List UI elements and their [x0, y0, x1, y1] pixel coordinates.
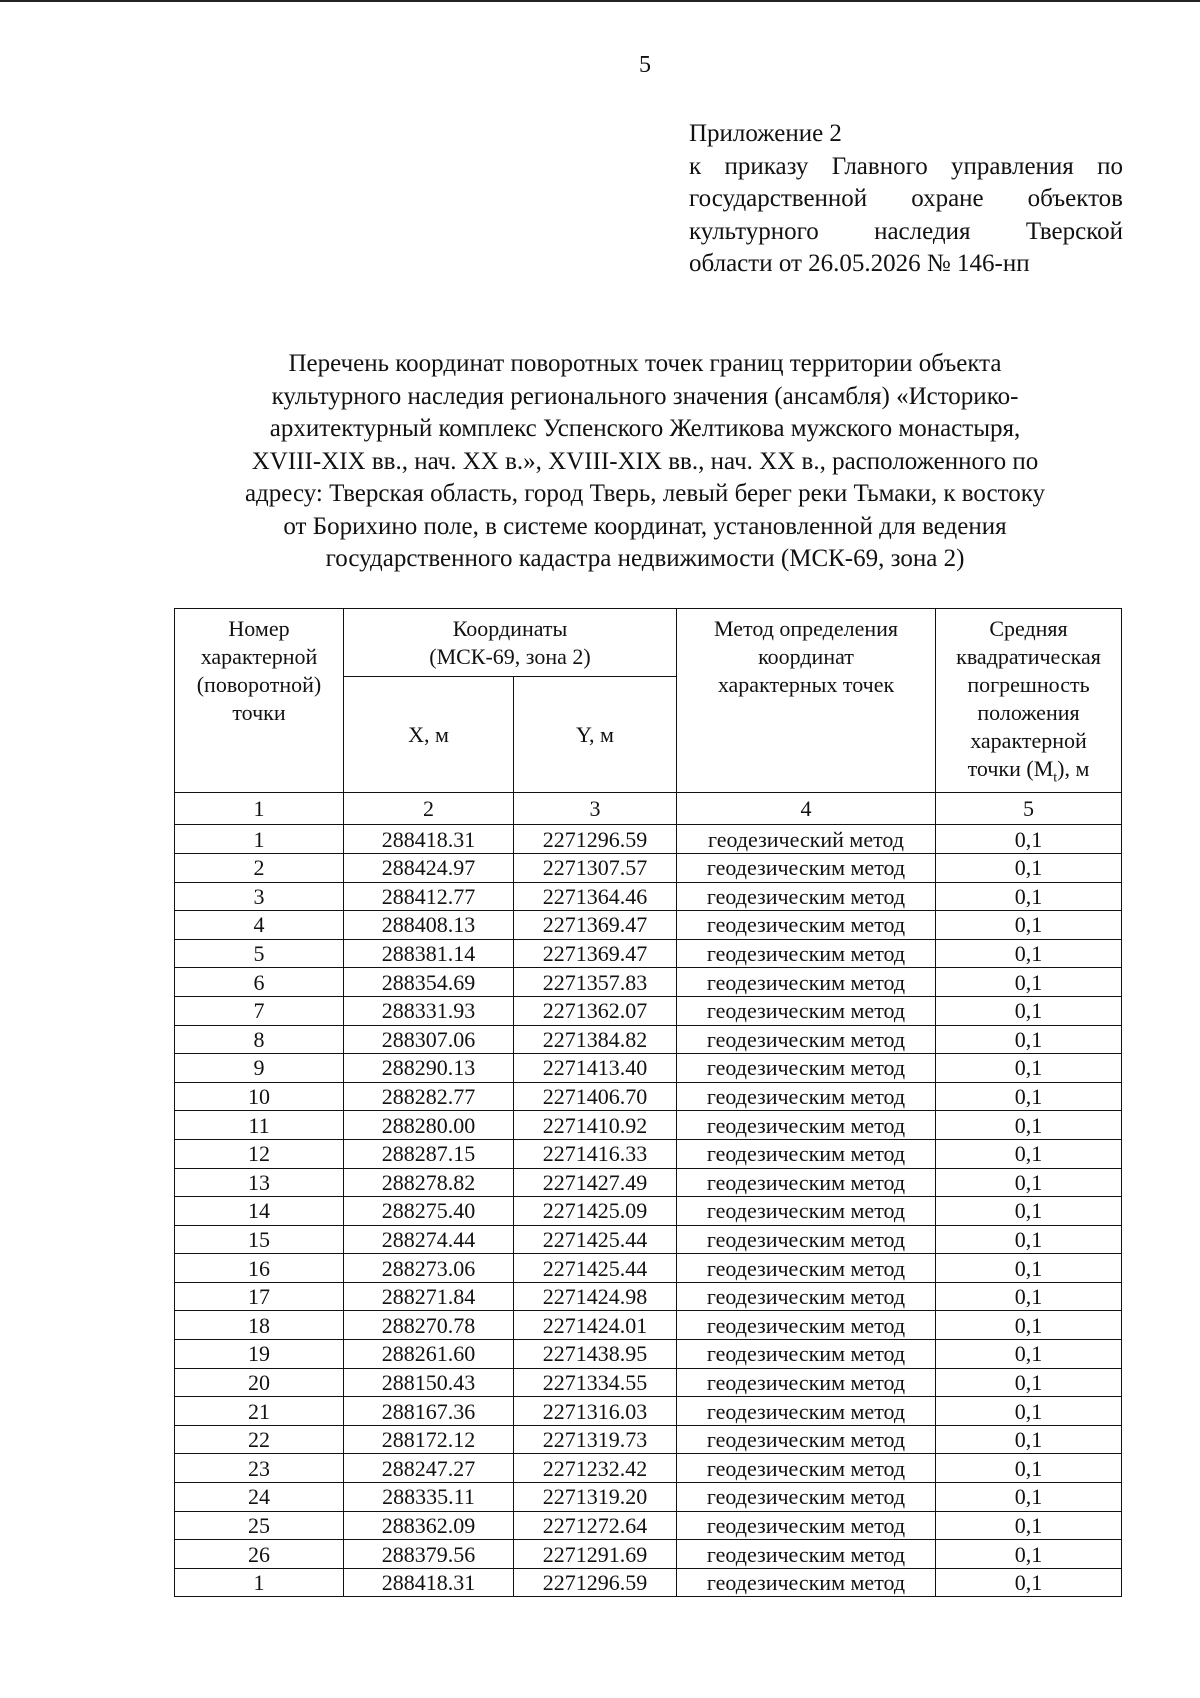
table-row	[175, 1397, 1122, 1426]
error-cell: 0,1	[936, 825, 1122, 854]
x-coordinate-cell: 288247.27	[344, 1454, 514, 1483]
table-row	[175, 1168, 1122, 1197]
table-row	[175, 1483, 1122, 1512]
method-cell: геодезическим метод	[677, 1568, 936, 1597]
error-cell: 0,1	[936, 996, 1122, 1025]
top-border-line	[0, 0, 1200, 2]
y-coordinate-cell: 2271364.46	[514, 882, 677, 911]
x-coordinate-cell: 288270.78	[344, 1311, 514, 1340]
appendix-line: Приложение 2	[689, 120, 842, 147]
y-coordinate-cell: 2271384.82	[514, 1025, 677, 1054]
y-coordinate-cell: 2271307.57	[514, 853, 677, 882]
method-cell: геодезическим метод	[677, 1254, 936, 1283]
error-cell: 0,1	[936, 1282, 1122, 1311]
x-coordinate-cell: 288412.77	[344, 882, 514, 911]
table-row	[175, 1197, 1122, 1226]
title-line: государственного кадастра недвижимости (МСК-69, зона 2)	[325, 545, 965, 572]
x-coordinate-cell: 288274.44	[344, 1225, 514, 1254]
header-error: Средняя квадратическая погрешность положения характерной точки $(M_t)$, м	[936, 609, 1122, 793]
error-cell: 0,1	[936, 1340, 1122, 1369]
table-row	[175, 911, 1122, 940]
method-cell: геодезическим метод	[677, 1397, 936, 1426]
error-cell: 0,1	[936, 1025, 1122, 1054]
y-coordinate-cell: 2271319.20	[514, 1483, 677, 1512]
page-number: 5	[639, 52, 651, 78]
title-line: архитектурный комплекс Успенского Желтикова мужского монастыря,	[269, 415, 1021, 442]
x-coordinate-cell: 288379.56	[344, 1540, 514, 1569]
appendix-line: к приказу Главного управления по	[689, 152, 1123, 180]
error-cell: 0,1	[936, 1511, 1122, 1540]
method-cell: геодезическим метод	[677, 1168, 936, 1197]
y-coordinate-cell: 2271413.40	[514, 1054, 677, 1083]
table-row	[175, 1054, 1122, 1083]
method-cell: геодезическим метод	[677, 996, 936, 1025]
table-row	[175, 1340, 1122, 1369]
point-number-cell: 21	[175, 1397, 344, 1426]
table-row	[175, 1139, 1122, 1168]
x-coordinate-cell: 288167.36	[344, 1397, 514, 1426]
method-cell: геодезическим метод	[677, 1139, 936, 1168]
error-cell: 0,1	[936, 1225, 1122, 1254]
header-method: Метод определения координат характерных точек	[677, 609, 936, 793]
point-number-cell: 1	[175, 825, 344, 854]
point-number-cell: 6	[175, 968, 344, 997]
column-number: 5	[936, 793, 1122, 825]
error-cell: 0,1	[936, 1111, 1122, 1140]
y-coordinate-cell: 2271410.92	[514, 1111, 677, 1140]
method-cell: геодезическим метод	[677, 939, 936, 968]
error-cell: 0,1	[936, 1311, 1122, 1340]
method-cell: геодезическим метод	[677, 1454, 936, 1483]
y-coordinate-cell: 2271427.49	[514, 1168, 677, 1197]
error-cell: 0,1	[936, 968, 1122, 997]
method-cell: геодезическим метод	[677, 1425, 936, 1454]
column-number-row	[175, 793, 1122, 825]
method-cell: геодезическим метод	[677, 1054, 936, 1083]
y-coordinate-cell: 2271369.47	[514, 911, 677, 940]
table-row	[175, 1225, 1122, 1254]
appendix-line: государственной охране объектов	[689, 185, 1123, 212]
document-title	[170, 348, 1120, 576]
table-row	[175, 1082, 1122, 1111]
error-cell: 0,1	[936, 1197, 1122, 1226]
error-cell: 0,1	[936, 1425, 1122, 1454]
x-coordinate-cell: 288273.06	[344, 1254, 514, 1283]
point-number-cell: 1	[175, 1568, 344, 1597]
error-cell: 0,1	[936, 1168, 1122, 1197]
error-cell: 0,1	[936, 911, 1122, 940]
point-number-cell: 2	[175, 853, 344, 882]
column-number: 2	[344, 793, 514, 825]
point-number-cell: 5	[175, 939, 344, 968]
appendix-line: культурного наследия Тверской	[689, 217, 1123, 245]
table-row	[175, 1368, 1122, 1397]
y-coordinate-cell: 2271425.09	[514, 1197, 677, 1226]
y-coordinate-cell: 2271438.95	[514, 1340, 677, 1369]
error-cell: 0,1	[936, 1368, 1122, 1397]
error-cell: 0,1	[936, 853, 1122, 882]
error-cell: 0,1	[936, 1483, 1122, 1512]
x-coordinate-cell: 288307.06	[344, 1025, 514, 1054]
table-row	[175, 1568, 1122, 1597]
x-coordinate-cell: 288354.69	[344, 968, 514, 997]
y-coordinate-cell: 2271425.44	[514, 1254, 677, 1283]
table-row	[175, 1025, 1122, 1054]
table-row	[175, 853, 1122, 882]
point-number-cell: 11	[175, 1111, 344, 1140]
error-cell: 0,1	[936, 1568, 1122, 1597]
point-number-cell: 19	[175, 1340, 344, 1369]
x-coordinate-cell: 288408.13	[344, 911, 514, 940]
y-coordinate-cell: 2271362.07	[514, 996, 677, 1025]
point-number-cell: 4	[175, 911, 344, 940]
error-cell: 0,1	[936, 939, 1122, 968]
point-number-cell: 20	[175, 1368, 344, 1397]
method-cell: геодезическим метод	[677, 1340, 936, 1369]
point-number-cell: 17	[175, 1282, 344, 1311]
x-coordinate-cell: 288150.43	[344, 1368, 514, 1397]
coordinates-table	[174, 608, 1122, 1597]
error-cell: 0,1	[936, 1397, 1122, 1426]
y-coordinate-cell: 2271416.33	[514, 1139, 677, 1168]
table-row	[175, 1254, 1122, 1283]
column-number: 1	[175, 793, 344, 825]
error-cell: 0,1	[936, 1082, 1122, 1111]
method-cell: геодезическим метод	[677, 1282, 936, 1311]
y-coordinate-cell: 2271425.44	[514, 1225, 677, 1254]
table-row	[175, 1511, 1122, 1540]
method-cell: геодезическим метод	[677, 1082, 936, 1111]
point-number-cell: 25	[175, 1511, 344, 1540]
x-coordinate-cell: 288418.31	[344, 1568, 514, 1597]
table-row	[175, 1311, 1122, 1340]
table-row	[175, 968, 1122, 997]
point-number-cell: 9	[175, 1054, 344, 1083]
x-coordinate-cell: 288331.93	[344, 996, 514, 1025]
point-number-cell: 13	[175, 1168, 344, 1197]
table-row	[175, 1282, 1122, 1311]
x-coordinate-cell: 288280.00	[344, 1111, 514, 1140]
error-cell: 0,1	[936, 1054, 1122, 1083]
error-cell: 0,1	[936, 1454, 1122, 1483]
method-cell: геодезическим метод	[677, 1540, 936, 1569]
table-row	[175, 882, 1122, 911]
title-line: от Борихино поле, в системе координат, установленной для ведения	[283, 512, 1007, 540]
column-number: 3	[514, 793, 677, 825]
table-row	[175, 1540, 1122, 1569]
point-number-cell: 22	[175, 1425, 344, 1454]
column-number: 4	[677, 793, 936, 825]
title-line: адресу: Тверская область, город Тверь, левый берег реки Тьмаки, к востоку	[244, 480, 1046, 507]
method-cell: геодезическим метод	[677, 853, 936, 882]
table-row	[175, 939, 1122, 968]
error-cell: 0,1	[936, 1254, 1122, 1283]
x-coordinate-cell: 288271.84	[344, 1282, 514, 1311]
x-coordinate-cell: 288290.13	[344, 1054, 514, 1083]
method-cell: геодезическим метод	[677, 968, 936, 997]
table-row	[175, 996, 1122, 1025]
method-cell: геодезическим метод	[677, 911, 936, 940]
x-coordinate-cell: 288282.77	[344, 1082, 514, 1111]
y-coordinate-cell: 2271291.69	[514, 1540, 677, 1569]
y-coordinate-cell: 2271357.83	[514, 968, 677, 997]
error-cell: 0,1	[936, 1540, 1122, 1569]
point-number-cell: 26	[175, 1540, 344, 1569]
y-coordinate-cell: 2271369.47	[514, 939, 677, 968]
table-row	[175, 1425, 1122, 1454]
header-y: Y, м	[514, 676, 677, 792]
point-number-cell: 15	[175, 1225, 344, 1254]
method-cell: геодезическим метод	[677, 1483, 936, 1512]
method-cell: геодезическим метод	[677, 882, 936, 911]
x-coordinate-cell: 288418.31	[344, 825, 514, 854]
x-coordinate-cell: 288381.14	[344, 939, 514, 968]
appendix-header	[689, 118, 1123, 281]
method-cell: геодезическим метод	[677, 1225, 936, 1254]
table-row	[175, 825, 1122, 854]
error-cell: 0,1	[936, 1139, 1122, 1168]
y-coordinate-cell: 2271272.64	[514, 1511, 677, 1540]
y-coordinate-cell: 2271232.42	[514, 1454, 677, 1483]
x-coordinate-cell: 288424.97	[344, 853, 514, 882]
title-line: культурного наследия регионального значения (ансамбля) «Историко-	[271, 382, 1019, 410]
method-cell: геодезическим метод	[677, 1368, 936, 1397]
point-number-cell: 16	[175, 1254, 344, 1283]
table-row	[175, 1111, 1122, 1140]
point-number-cell: 10	[175, 1082, 344, 1111]
error-cell: 0,1	[936, 882, 1122, 911]
y-coordinate-cell: 2271316.03	[514, 1397, 677, 1426]
point-number-cell: 3	[175, 882, 344, 911]
point-number-cell: 7	[175, 996, 344, 1025]
coordinates-table-body	[175, 825, 1122, 1597]
method-cell: геодезическим метод	[677, 1197, 936, 1226]
y-coordinate-cell: 2271334.55	[514, 1368, 677, 1397]
x-coordinate-cell: 288287.15	[344, 1139, 514, 1168]
title-line: XVIII-XIX вв., нач. XX в.», XVIII-XIX вв., нач. XX в., расположенного по	[251, 447, 1039, 475]
point-number-cell: 24	[175, 1483, 344, 1512]
header-coordinates: Координаты (МСК-69, зона 2)	[344, 609, 677, 677]
table-row	[175, 1454, 1122, 1483]
x-coordinate-cell: 288275.40	[344, 1197, 514, 1226]
x-coordinate-cell: 288362.09	[344, 1511, 514, 1540]
y-coordinate-cell: 2271406.70	[514, 1082, 677, 1111]
y-coordinate-cell: 2271424.01	[514, 1311, 677, 1340]
method-cell: геодезическим метод	[677, 1111, 936, 1140]
method-cell: геодезическим метод	[677, 1311, 936, 1340]
y-coordinate-cell: 2271424.98	[514, 1282, 677, 1311]
point-number-cell: 8	[175, 1025, 344, 1054]
point-number-cell: 14	[175, 1197, 344, 1226]
y-coordinate-cell: 2271296.59	[514, 825, 677, 854]
x-coordinate-cell: 288278.82	[344, 1168, 514, 1197]
y-coordinate-cell: 2271296.59	[514, 1568, 677, 1597]
y-coordinate-cell: 2271319.73	[514, 1425, 677, 1454]
method-cell: геодезическим метод	[677, 1025, 936, 1054]
method-cell: геодезический метод	[677, 825, 936, 854]
x-coordinate-cell: 288172.12	[344, 1425, 514, 1454]
appendix-line: области от 26.05.2026 № 146-нп	[689, 250, 1030, 277]
method-cell: геодезическим метод	[677, 1511, 936, 1540]
point-number-cell: 18	[175, 1311, 344, 1340]
point-number-cell: 23	[175, 1454, 344, 1483]
point-number-cell: 12	[175, 1139, 344, 1168]
header-point-number: Номер характерной (поворотной) точки	[175, 609, 344, 793]
header-x: X, м	[344, 676, 514, 792]
title-line: Перечень координат поворотных точек границ территории объекта	[288, 350, 1002, 377]
x-coordinate-cell: 288335.11	[344, 1483, 514, 1512]
x-coordinate-cell: 288261.60	[344, 1340, 514, 1369]
